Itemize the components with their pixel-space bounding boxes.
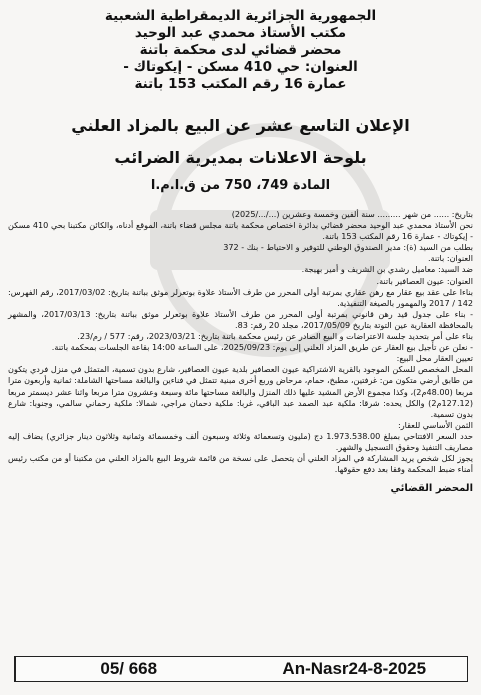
- body-paragraph-price-heading: الثمن الأساسي للعقار:: [397, 419, 473, 430]
- body-paragraph-mortgage: - بناء على جدول قيد رهن قانوني بمرتبة أولى المحرر من طرف الأستاذ علاوة بوتعرلر موثق بباتنة بتاريخ: 2017/03/13، والمشهر بالمحافظة العقارية عين التوتة بتاريخ 2017/05/09، مجلد 20 رقم: 83.: [8, 308, 473, 330]
- body-paragraph-defendant: ضد السيد: معاميل رشدي بن الشريف و أمير بهيجة.: [301, 264, 473, 275]
- footer-number: 05/ 668: [15, 657, 242, 681]
- header-line-office: مكتب الأستاذ محمدي عبد الوحيد: [134, 25, 347, 41]
- header-line-address: العنوان: حي 410 مسكن - إيكوتاك -: [123, 59, 358, 75]
- signer-title: المحضر القضائي: [390, 483, 473, 495]
- header-line-court: محضر قضائي لدى محكمة باتنة: [139, 42, 342, 58]
- body-paragraph-property-description: المحل المخصص للسكن الموجود بالقرية الاشتراكية عيون العصافير بلدية عيون العصافير، شارع بدون تسمية، المتمثل في منزل فردي يتكون من طابق أرضي متكون من: غرفتين، مطبخ، حمام، مرحاض وربع أخرى مبنية تتمثل في فناءين والبالغة مساحتها الشاملة: ثمانية وأربعون مترا مربعا (48.00م2)، وكذا مجموع الأرض المشيد عليها ذلك المنزل والبالغة مساحتها مائة وسبعة وعشرون مترا مربعا واثنا عشر ديسمتر مربعا (127.12م2) والكل يحده: شرقا: ملكية عبد الصمد عبد الباقي، غربا: ملكية دحمان مراجي، شمالا: ملكية رحماني سالمي، وجنوبا: شارع بدون تسمية.: [8, 364, 474, 419]
- body-paragraph-date: بتاريخ: ...... من شهر ......... سنة ألفين وخمسة وعشرين (.../.../2025): [231, 209, 473, 219]
- header-line-building: عمارة 16 رقم المكتب 153 باتنة: [134, 76, 347, 92]
- body-paragraph-court-order: بناء على أمر بتحديد جلسة الاعتراضات و البيع الصادر عن رئيس محكمة باتنة بتاريخ: 2023/03/21، رقم: 577 / رم/23.: [77, 331, 473, 342]
- announcement-title: الإعلان التاسع عشر عن البيع بالمزاد العلني: [71, 116, 410, 135]
- body-paragraph-price: حدد السعر الافتتاحي بمبلغ 1.973.538.00 دج (مليون وتسعمائة وثلاثة وسبعون ألف وخمسمائة وثمانية وثلاثون دينار جزائري) يضاف إليه مصاريف التنفيذ وحقوق التسجيل والشهر.: [8, 430, 473, 452]
- announcement-body: [8, 209, 473, 494]
- legal-articles: المادة 749، 750 من ق.ا.م.ا: [150, 178, 331, 193]
- body-paragraph-postponement: - نعلن عن تأجيل بيع العقار عن طريق المزاد العلني إلى يوم: 2025/09/23، على الساعة 14:00 بقاعة الجلسات بمحكمة باتنة.: [51, 342, 473, 353]
- body-paragraph-contract: بناءا على عقد بيع عقار مع رهن عقاري بمرتبة أولى المحرر من طرف الأستاذ علاوة بوتعرلر موثق بباتنة بتاريخ: 2017/03/02، رقم الفهرس: 142 / 2017 والمهمور بالصيغة التنفيذية.: [8, 286, 473, 308]
- footer-reference: An-Nasr24-8-2025: [282, 659, 427, 678]
- body-paragraph-bailiff: نحن الأستاذ محمدي عبد الوحيد محضر قضائي بدائرة اختصاص محكمة باتنة مجلس قضاء باتنة، الموقع أدناه، والكائن مكتبنا بحي 410 مسكن - إيكوتاك - عمارة 16 رقم المكتب 153 باتنة.: [8, 220, 473, 242]
- body-paragraph-requester: بطلب من السيد (ة): مدير الصندوق الوطني للتوفير و الاحتياط - بنك - 372: [223, 242, 473, 253]
- body-paragraph-requester-address: العنوان: باتنة.: [427, 253, 473, 264]
- body-paragraph-participation: يجوز لكل شخص يريد المشاركة في المزاد العلني أن يتحصل على نسخة من قائمة شروط البيع بالمزاد العلني من مكتبنا أو من مكتب رئيس أمناء ضبط المحكمة وفقا بعد دفع حقوقها.: [8, 453, 473, 475]
- body-paragraph-defendant-address: العنوان: عيون العصافير باتنة.: [376, 275, 473, 286]
- office-header: [0, 8, 481, 93]
- footer-reference-box: [14, 656, 468, 682]
- announcement-subtitle: بلوحة الاعلانات بمديرية الضرائب: [114, 148, 367, 167]
- header-line-republic: الجمهورية الجزائرية الديمقراطية الشعبية: [104, 8, 377, 24]
- body-paragraph-property-heading: تعيين العقار محل البيع:: [396, 353, 473, 364]
